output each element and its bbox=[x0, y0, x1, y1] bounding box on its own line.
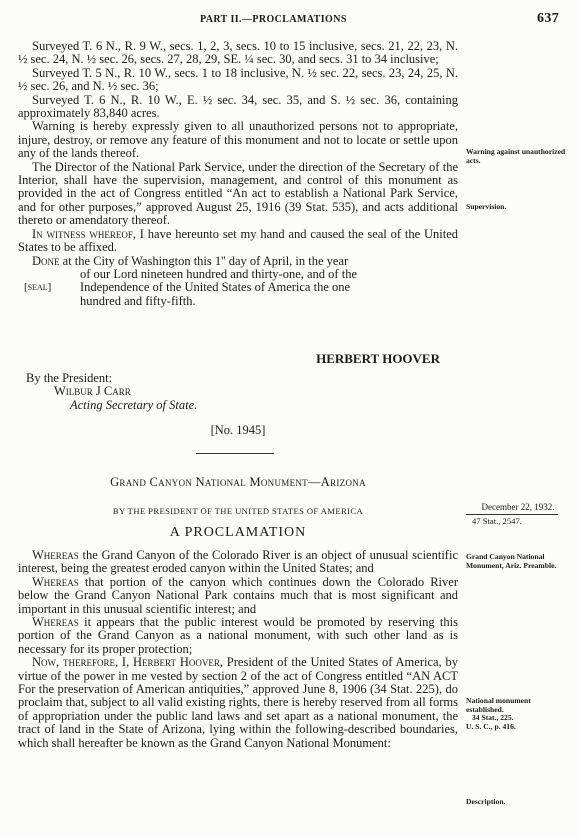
done-line-3: Independence of the United States of America the one bbox=[80, 280, 351, 295]
by-president: By the President: bbox=[26, 371, 113, 385]
witness-text: I have hereunto set my hand and caused the seal of the United States to be affixed. bbox=[18, 226, 458, 255]
running-head: PART II.—PROCLAMATIONS bbox=[200, 14, 347, 25]
monument-title: Grand Canyon National Monument—Arizona bbox=[110, 475, 366, 489]
proclamation-heading: A PROCLAMATION bbox=[169, 525, 307, 540]
signature: HERBERT HOOVER bbox=[316, 351, 440, 366]
secretary-title: Acting Secretary of State. bbox=[70, 397, 198, 412]
seal-mark: [seal] bbox=[24, 281, 52, 294]
done-line-1 bbox=[18, 255, 458, 268]
secretary-name: Wilbur J Carr bbox=[54, 384, 131, 399]
done-lead: Done bbox=[32, 253, 60, 268]
established-citation-2: U. S. C., p. 416. bbox=[466, 721, 516, 731]
warning-paragraph: Warning is hereby expressly given to all unauthorized persons not to appropriate, injure, destroy, or remove any feature of this monument and not to locate or settle upon any of the lands thereof. bbox=[18, 119, 458, 161]
margin-note-preamble: Grand Canyon National Monument, Ariz. Preamble. bbox=[466, 552, 557, 570]
by-line: BY THE PRESIDENT OF THE UNITED STATES OF AMERICA bbox=[112, 506, 364, 516]
now-therefore-lead: Now, therefore, bbox=[32, 655, 119, 670]
witness-lead: In witness whereof, bbox=[32, 226, 136, 241]
whereas-lead-3: Whereas bbox=[32, 615, 79, 630]
witness-paragraph bbox=[18, 228, 458, 255]
survey-paragraphs bbox=[18, 40, 458, 308]
attestation bbox=[18, 372, 458, 412]
whereas-paragraph-3 bbox=[18, 616, 458, 656]
margin-note-warning: Warning against unauthorized acts. bbox=[466, 147, 566, 165]
whereas-lead-2: Whereas bbox=[32, 574, 79, 589]
whereas-text-2: that portion of the canyon which continues down the Colorado River below the Grand Canyon National Park contains much that is most significant and important in this unusual scientific interest; and bbox=[18, 574, 458, 616]
margin-date: December 22, 1932. bbox=[481, 502, 555, 512]
survey-paragraph-2: Surveyed T. 5 N., R. 10 W., secs. 1 to 18 inclusive, N. ½ sec. 22, secs. 23, 24, 25, N. ½ sec. 26, and N. ½ sec. 36; bbox=[18, 65, 458, 94]
now-therefore-paragraph bbox=[18, 656, 458, 750]
margin-date-rule bbox=[466, 514, 558, 515]
director-paragraph: The Director of the National Park Service, under the direction of the Secretary of the Interior, shall have the supervision, management, and control of this monument as provided in the act of Congress entitled “An act to establish a National Park Service, and for other purposes,” approved August 25, 1916 (39 Stat. 535), and acts additional thereto or amendatory thereof. bbox=[18, 159, 458, 228]
page-number: 637 bbox=[537, 11, 560, 26]
margin-note-established bbox=[466, 697, 570, 731]
done-line-4: hundred and fifty-fifth. bbox=[80, 293, 196, 308]
whereas-paragraph-2 bbox=[18, 576, 458, 616]
divider-rule bbox=[196, 453, 274, 454]
margin-stat: 47 Stat., 2547. bbox=[472, 516, 522, 526]
survey-paragraph-3: Surveyed T. 6 N., R. 10 W., E. ½ sec. 34, sec. 35, and S. ½ sec. 36, containing approximately 83,840 acres. bbox=[18, 92, 458, 121]
proclamation-number: [No. 1945] bbox=[210, 423, 266, 437]
done-text: at the City of Washington this 1'' day of April, in the year bbox=[59, 253, 349, 268]
done-block bbox=[18, 268, 458, 308]
whereas-paragraph-1 bbox=[18, 549, 458, 576]
president-name: I, Herbert Hoover, bbox=[118, 655, 223, 670]
whereas-text-1: the Grand Canyon of the Colorado River is an object of unusual scientific interest, being the greatest eroded canyon within the United States; and bbox=[18, 548, 458, 576]
whereas-text-3: it appears that the public interest would be promoted by reserving this portion of the Grand Canyon as a national monument, with such other land as is necessary for its proper protection; bbox=[18, 615, 458, 656]
preamble-block bbox=[18, 549, 458, 750]
now-therefore-text: President of the United States of America, by virtue of the power in me vested by section 2 of the act of Congress entitled “AN ACT For the preservation of American antiquities,” approved June 8, 1906 (34 Stat. 225), do proclaim that, subject to all valid existing rights, there is hereby reserved from all forms of appropriation under the public land laws and set apart as a national monument, the tract of land in the State of Arizona, lying within the following-described boundaries, which shall hereafter be known as the Grand Canyon National Monument: bbox=[18, 655, 458, 750]
done-line-2: of our Lord nineteen hundred and thirty-one, and of the bbox=[80, 266, 357, 281]
whereas-lead-1: Whereas bbox=[32, 548, 79, 562]
established-citation: 34 Stat., 225. bbox=[472, 713, 514, 723]
margin-note-description: Description. bbox=[466, 797, 506, 806]
margin-note-supervision: Supervision. bbox=[466, 202, 507, 211]
survey-paragraph-1: Surveyed T. 6 N., R. 9 W., secs. 1, 2, 3, secs. 10 to 15 inclusive, secs. 21, 22, 23, N. ½ sec. 24, N. ½ sec. 26, secs. 27, 28, 29, SE. ¼ sec. 30, and secs. 31 to 34 inclusive; bbox=[18, 39, 458, 67]
established-label: National monument established. bbox=[466, 696, 531, 714]
